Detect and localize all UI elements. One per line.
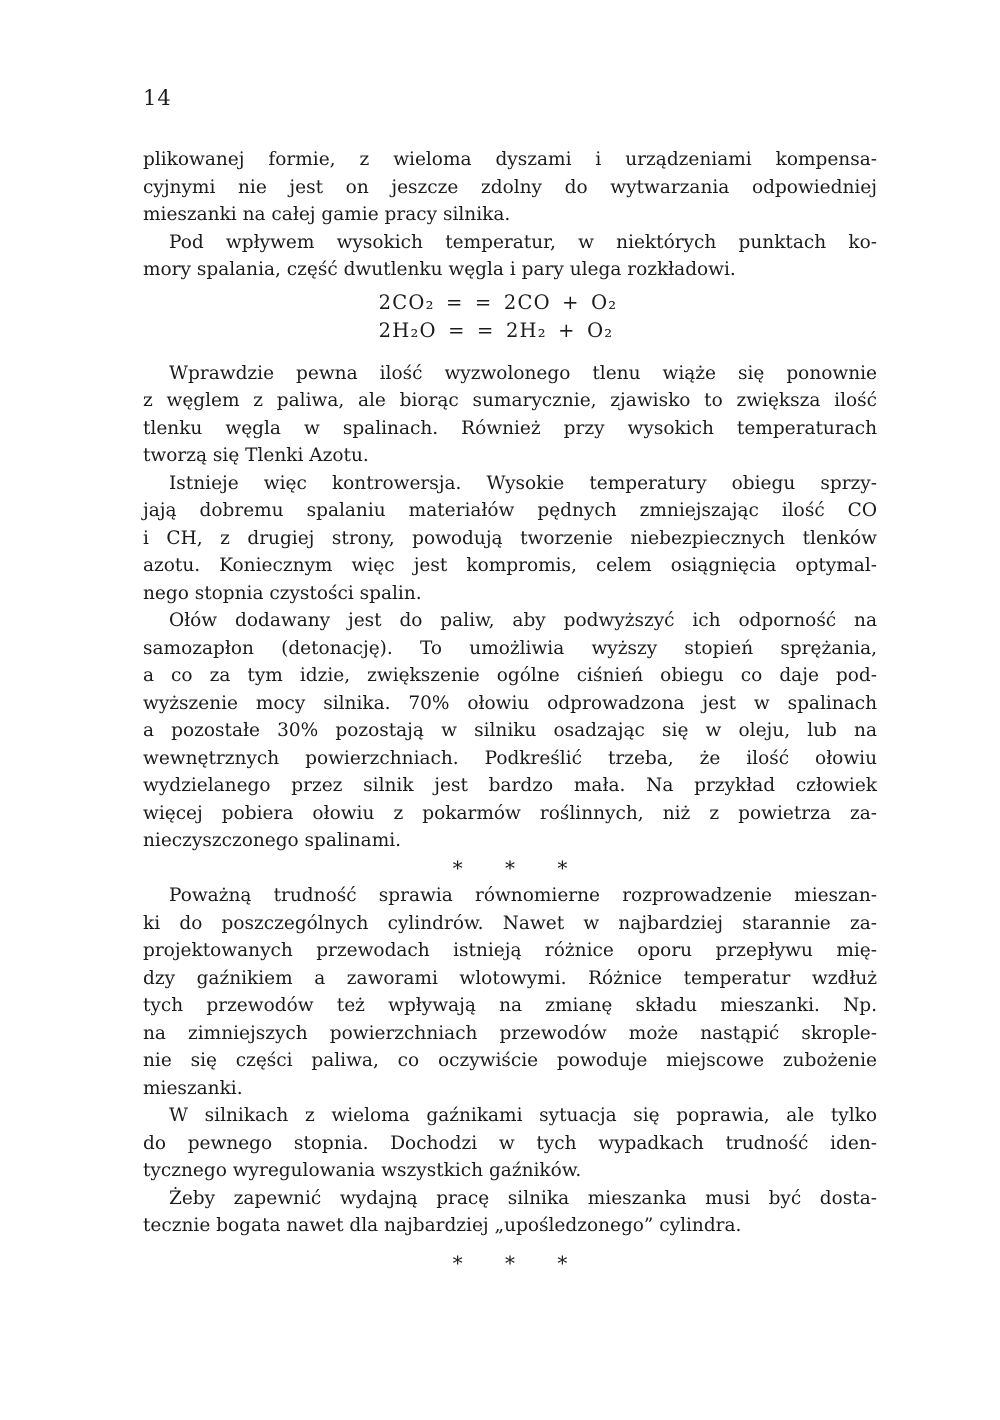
text-line: nie się części paliwa, co oczywiście powoduje miejscowe zubożenie (143, 1050, 877, 1071)
text-line: więcej pobiera ołowiu z pokarmów roślinnych, niż z powietrza za- (143, 802, 877, 824)
text-line: samozapłon (detonację). To umożliwia wyższy stopień sprężania, (143, 637, 877, 659)
page-number: 14 (143, 86, 172, 110)
text-line: a co za tym idzie, zwiększenie ogólne ciśnień obiegu co daje pod- (143, 665, 877, 686)
text-line: plikowanej formie, z wieloma dyszami i urządzeniami kompensa- (143, 149, 877, 170)
text-line: tworzą się Tlenki Azotu. (143, 445, 369, 466)
equation-line: 2CO₂ = = 2CO + O₂ (378, 290, 618, 314)
text-line: Pod wpływem wysokich temperatur, w niektórych punktach ko- (169, 231, 877, 253)
equations-inner (379, 289, 618, 345)
text-line: mory spalania, część dwutlenku węgla i pary ulega rozkładowi. (143, 259, 736, 280)
text-line: Istnieje więc kontrowersja. Wysokie temperatury obiegu sprzy- (169, 472, 877, 494)
text-line: projektowanych przewodach istnieją różnice oporu przepływu mię- (143, 940, 877, 961)
paragraph (143, 229, 877, 284)
paragraph (143, 146, 877, 229)
text-line: nego stopnia czystości spalin. (143, 582, 422, 604)
text-line: a pozostałe 30% pozostają w silniku osadzając się w oleju, lub na (143, 720, 877, 741)
paragraph (143, 607, 877, 855)
text-line: tecznie bogata nawet dla najbardziej „upośledzonego” cylindra. (143, 1215, 742, 1236)
text-line: tycznego wyregulowania wszystkich gaźników. (143, 1160, 582, 1181)
paragraph (143, 1185, 877, 1240)
text-line: Żeby zapewnić wydajną pracę silnika mieszanka musi być dosta- (169, 1187, 877, 1209)
text-line: ki do poszczególnych cylindrów. Nawet w najbardziej starannie za- (143, 912, 877, 934)
text-line: dzy gaźnikiem a zaworami wlotowymi. Różnice temperatur wzdłuż (143, 967, 877, 989)
section-separator: * * * (452, 1250, 568, 1275)
text-line: Ołów dodawany jest do paliw, aby podwyższyć ich odporność na (169, 610, 877, 631)
equation-line: 2H₂O = = 2H₂ + O₂ (378, 318, 614, 342)
text-line: i CH, z drugiej strony, powodują tworzenie niebezpiecznych tlenków (143, 527, 877, 549)
text-line: do pewnego stopnia. Dochodzi w tych wypadkach trudność iden- (143, 1132, 877, 1154)
text-line: tlenku węgla w spalinach. Również przy wysokich temperaturach (143, 417, 877, 439)
text-column (143, 146, 877, 1277)
text-line: mieszanki na całej gamie pracy silnika. (143, 204, 511, 225)
text-line: cyjnymi nie jest on jeszcze zdolny do wytwarzania odpowiedniej (143, 176, 877, 198)
text-line: W silnikach z wieloma gaźnikami sytuacja się poprawia, ale tylko (169, 1105, 877, 1126)
text-line: azotu. Koniecznym więc jest kompromis, celem osiągnięcia optymal- (143, 555, 877, 576)
paragraph (143, 470, 877, 608)
text-line: tych przewodów też wpływają na zmianę składu mieszanki. Np. (143, 995, 877, 1016)
text-line: jają dobremu spalaniu materiałów pędnych zmniejszając ilość CO (143, 500, 877, 521)
text-line: wyższenie mocy silnika. 70% ołowiu odprowadzona jest w spalinach (143, 692, 877, 714)
text-line: mieszanki. (143, 1077, 243, 1099)
text-line: Wprawdzie pewna ilość wyzwolonego tlenu wiąże się ponownie (169, 362, 877, 384)
chemical-equations (143, 289, 877, 345)
paragraph (143, 1102, 877, 1185)
paragraph (143, 360, 877, 470)
text-line: wewnętrznych powierzchniach. Podkreślić trzeba, że ilość ołowiu (143, 747, 877, 769)
section-separator: * * * (452, 855, 568, 880)
text-line: wydzielanego przez silnik jest bardzo mała. Na przykład człowiek (143, 775, 877, 796)
paragraph (143, 882, 877, 1102)
text-line: na zimniejszych powierzchniach przewodów może nastąpić skrople- (143, 1022, 877, 1044)
text-line: nieczyszczonego spalinami. (143, 830, 402, 851)
text-line: Poważną trudność sprawia równomierne rozprowadzenie mieszan- (169, 885, 877, 906)
text-line: z węglem z paliwa, ale biorąc sumarycznie, zjawisko to zwiększa ilość (143, 390, 877, 411)
